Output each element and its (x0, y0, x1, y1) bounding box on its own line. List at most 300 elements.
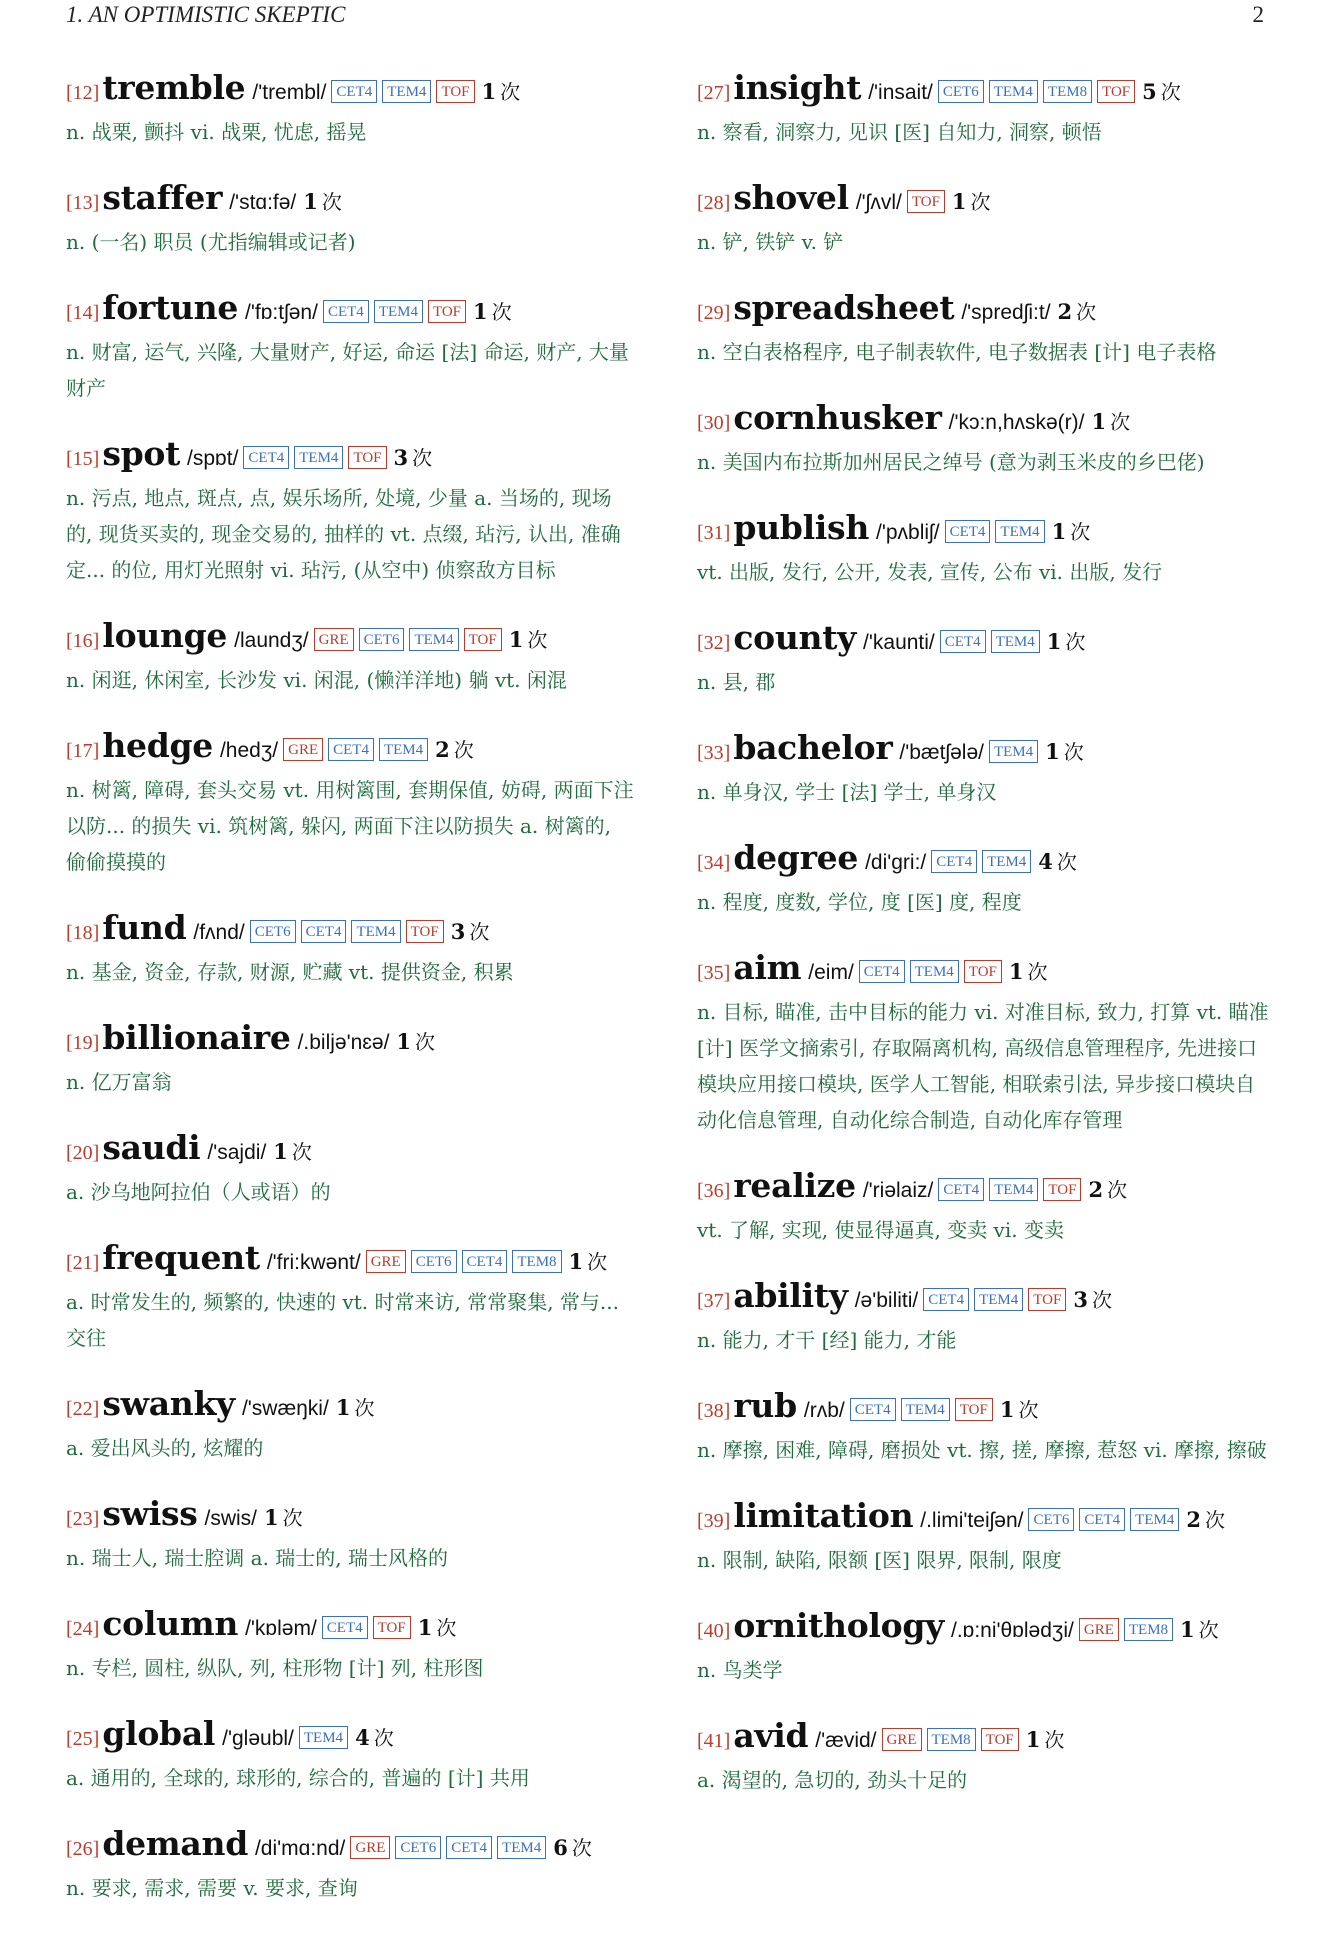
headword: fund (102, 908, 187, 947)
entry-head (697, 1496, 1271, 1542)
vocab-entry (697, 1166, 1271, 1248)
exam-tag-badge: TEM4 (989, 1178, 1038, 1201)
exam-tag-badge: TOF (373, 1616, 411, 1639)
entry-index: [27] (697, 82, 731, 104)
exam-tag-badge: CET4 (940, 630, 986, 653)
frequency-unit: 次 (1204, 1508, 1225, 1532)
entry-head (66, 1494, 634, 1540)
exam-tag-badge: TEM8 (927, 1728, 976, 1751)
entry-head (697, 68, 1271, 114)
vocab-entry (697, 1386, 1271, 1468)
entry-index: [37] (697, 1290, 731, 1312)
vocab-entry (697, 508, 1271, 590)
phonetic: /'sajdi/ (207, 1141, 267, 1164)
headword: hedge (102, 726, 213, 765)
headword: publish (733, 508, 870, 547)
definition: n. 污点, 地点, 斑点, 点, 娱乐场所, 处境, 少量 a. 当场的, 现场的, 现货买卖的, 现金交易的, 抽样的 vt. 点缀, 玷污, 认出, 准确定... 的位, 用灯光照射 vi. 玷污, (从空中) 侦察敌方目标 (66, 486, 621, 582)
exam-tag-badge: GRE (350, 1836, 390, 1859)
phonetic: /'kaunti/ (863, 631, 935, 654)
definition: n. 美国内布拉斯加州居民之绰号 (意为剥玉米皮的乡巴佬) (697, 450, 1205, 474)
frequency-unit: 次 (354, 1396, 375, 1420)
definition: n. 鸟类学 (697, 1658, 783, 1682)
entry-index: [26] (66, 1838, 100, 1860)
phonetic: /swis/ (204, 1507, 258, 1530)
entry-head (66, 1018, 634, 1064)
definition: a. 爱出风头的, 炫耀的 (66, 1436, 264, 1460)
exam-tag-badge: TOF (436, 80, 474, 103)
exam-tag-badge: CET4 (322, 1616, 368, 1639)
entry-index: [29] (697, 302, 731, 324)
headword: rub (733, 1386, 797, 1425)
headword: demand (102, 1824, 248, 1863)
headword: frequent (102, 1238, 260, 1277)
definition: n. 瑞士人, 瑞士腔调 a. 瑞士的, 瑞士风格的 (66, 1546, 449, 1570)
chapter-title: 1. AN OPTIMISTIC SKEPTIC (66, 2, 346, 27)
phonetic: /'bætʃələ/ (899, 741, 984, 764)
frequency-count: 4 (355, 1725, 370, 1750)
exam-tag-badge: TEM4 (989, 80, 1038, 103)
exam-tag-badge: CET6 (1028, 1508, 1074, 1531)
exam-tag-badge: GRE (283, 738, 323, 761)
phonetic: /di'gri:/ (865, 851, 927, 874)
entry-head (697, 1606, 1271, 1652)
entry-head (66, 616, 634, 662)
entry-head (697, 838, 1271, 884)
entry-head (66, 1238, 634, 1284)
definition: n. 能力, 才干 [经] 能力, 才能 (697, 1328, 957, 1352)
entry-index: [20] (66, 1142, 100, 1164)
definition: n. 闲逛, 休闲室, 长沙发 vi. 闲混, (懒洋洋地) 躺 vt. 闲混 (66, 668, 567, 692)
exam-tag-badge: CET4 (945, 520, 991, 543)
entry-index: [41] (697, 1730, 731, 1752)
vocab-entry (66, 288, 634, 406)
entry-index: [39] (697, 1510, 731, 1532)
phonetic: /ə'biliti/ (854, 1289, 919, 1312)
headword: spot (102, 434, 181, 473)
exam-tag-badge: TOF (907, 190, 945, 213)
exam-tag-badge: CET6 (250, 920, 296, 943)
entry-index: [32] (697, 632, 731, 654)
exam-tag-badge: CET4 (328, 738, 374, 761)
entry-index: [18] (66, 922, 100, 944)
phonetic: /'kɒləm/ (245, 1617, 317, 1640)
entry-head (66, 726, 634, 772)
entry-index: [25] (66, 1728, 100, 1750)
frequency-count: 2 (435, 737, 450, 762)
entry-index: [35] (697, 962, 731, 984)
entry-head (697, 618, 1271, 664)
vocab-entry (697, 398, 1271, 480)
exam-tag-badge: CET4 (923, 1288, 969, 1311)
frequency-count: 1 (1091, 409, 1107, 434)
headword: county (733, 618, 857, 657)
headword: swanky (102, 1384, 235, 1423)
frequency-count: 1 (303, 189, 318, 214)
entry-index: [17] (66, 740, 100, 762)
left-column (66, 68, 634, 1934)
frequency-unit: 次 (491, 300, 512, 324)
definition: n. 限制, 缺陷, 限额 [医] 限界, 限制, 限度 (697, 1548, 1062, 1572)
headword: staffer (102, 178, 223, 217)
definition: n. 县, 郡 (697, 670, 776, 694)
exam-tag-badge: CET4 (323, 300, 369, 323)
entry-head (697, 728, 1271, 774)
phonetic: /di'mɑ:nd/ (254, 1837, 346, 1860)
exam-tag-badge: CET6 (411, 1250, 457, 1273)
definition: a. 通用的, 全球的, 球形的, 综合的, 普遍的 [计] 共用 (66, 1766, 530, 1790)
definition: n. 程度, 度数, 学位, 度 [医] 度, 程度 (697, 890, 1022, 914)
entry-index: [28] (697, 192, 731, 214)
frequency-count: 1 (1008, 959, 1024, 984)
definition: n. 空白表格程序, 电子制表软件, 电子数据表 [计] 电子表格 (697, 340, 1217, 364)
frequency-count: 1 (951, 189, 967, 214)
headword: realize (733, 1166, 856, 1205)
headword: cornhusker (733, 398, 942, 437)
exam-tag-badge: TEM4 (299, 1726, 348, 1749)
phonetic: /spɒt/ (187, 447, 239, 470)
exam-tag-badge: CET4 (859, 960, 905, 983)
entry-index: [36] (697, 1180, 731, 1202)
phonetic: /.biljə'nɛə/ (297, 1031, 390, 1054)
entry-index: [19] (66, 1032, 100, 1054)
exam-tag-badge: CET4 (1079, 1508, 1125, 1531)
frequency-count: 1 (481, 79, 497, 104)
entry-index: [31] (697, 522, 731, 544)
vocab-entry (66, 1494, 634, 1576)
frequency-unit: 次 (1091, 1288, 1112, 1312)
vocab-entry (66, 1238, 634, 1356)
exam-tag-badge: TEM4 (374, 300, 423, 323)
exam-tag-badge: TOF (406, 920, 444, 943)
frequency-unit: 次 (1076, 300, 1097, 324)
phonetic: /eim/ (808, 961, 854, 984)
definition: n. 专栏, 圆柱, 纵队, 列, 柱形物 [计] 列, 柱形图 (66, 1656, 484, 1680)
definition: vt. 了解, 实现, 使显得逼真, 变卖 vi. 变卖 (697, 1218, 1064, 1242)
vocab-entry (66, 1384, 634, 1466)
exam-tag-badge: TEM4 (910, 960, 959, 983)
entry-head (66, 178, 634, 224)
phonetic: /'spredʃi:t/ (961, 301, 1051, 324)
exam-tag-badge: CET6 (395, 1836, 441, 1859)
headword: column (102, 1604, 239, 1643)
frequency-count: 1 (1051, 519, 1067, 544)
exam-tag-badge: CET4 (931, 850, 977, 873)
frequency-count: 2 (1088, 1177, 1104, 1202)
frequency-unit: 次 (500, 80, 521, 104)
frequency-count: 1 (1025, 1727, 1041, 1752)
entry-head (66, 68, 634, 114)
frequency-count: 1 (999, 1397, 1015, 1422)
frequency-count: 1 (273, 1139, 288, 1164)
frequency-unit: 次 (412, 446, 433, 470)
exam-tag-badge: CET4 (446, 1836, 492, 1859)
frequency-unit: 次 (1160, 80, 1181, 104)
vocab-entry (66, 1824, 634, 1906)
frequency-count: 1 (264, 1505, 279, 1530)
entry-index: [33] (697, 742, 731, 764)
vocab-entry (697, 178, 1271, 260)
vocab-entry (66, 726, 634, 880)
frequency-unit: 次 (415, 1030, 436, 1054)
frequency-unit: 次 (1018, 1398, 1039, 1422)
entry-head (697, 948, 1271, 994)
exam-tag-badge: CET4 (850, 1398, 896, 1421)
exam-tag-badge: TOF (964, 960, 1002, 983)
frequency-unit: 次 (1065, 630, 1086, 654)
headword: aim (733, 948, 802, 987)
exam-tag-badge: TEM4 (982, 850, 1031, 873)
exam-tag-badge: CET4 (462, 1250, 508, 1273)
headword: fortune (102, 288, 239, 327)
definition: n. 战栗, 颤抖 vi. 战栗, 忧虑, 摇晃 (66, 120, 367, 144)
exam-tag-badge: TEM4 (995, 520, 1044, 543)
exam-tag-badge: TEM8 (512, 1250, 561, 1273)
frequency-count: 2 (1057, 299, 1073, 324)
exam-tag-badge: CET4 (331, 80, 377, 103)
headword: degree (733, 838, 859, 877)
vocab-entry (66, 434, 634, 588)
frequency-unit: 次 (970, 190, 991, 214)
phonetic: /'ʃʌvl/ (855, 191, 902, 214)
frequency-count: 1 (568, 1249, 584, 1274)
frequency-unit: 次 (469, 920, 490, 944)
exam-tag-badge: TOF (981, 1728, 1019, 1751)
entry-head (697, 508, 1271, 554)
exam-tag-badge: TEM8 (1043, 80, 1092, 103)
entry-index: [13] (66, 192, 100, 214)
exam-tag-badge: CET4 (243, 446, 289, 469)
headword: bachelor (733, 728, 893, 767)
exam-tag-badge: TOF (1097, 80, 1135, 103)
phonetic: /'ævid/ (815, 1729, 877, 1752)
entry-head (697, 1166, 1271, 1212)
frequency-unit: 次 (1107, 1178, 1128, 1202)
headword: spreadsheet (733, 288, 955, 327)
exam-tag-badge: TEM4 (497, 1836, 546, 1859)
phonetic: /laundʒ/ (234, 629, 309, 652)
entry-head (697, 1716, 1271, 1762)
phonetic: /'trembl/ (252, 81, 327, 104)
vocab-entry (697, 68, 1271, 150)
frequency-unit: 次 (571, 1836, 592, 1860)
vocab-entry (697, 1716, 1271, 1798)
phonetic: /.limi'teiʃən/ (920, 1509, 1024, 1532)
exam-tag-badge: CET4 (301, 920, 347, 943)
entry-head (697, 178, 1271, 224)
definition: n. 摩擦, 困难, 障碍, 磨损处 vt. 擦, 搓, 摩擦, 惹怒 vi. 摩擦, 擦破 (697, 1438, 1267, 1462)
headword: avid (733, 1716, 809, 1755)
definition: vt. 出版, 发行, 公开, 发表, 宣传, 公布 vi. 出版, 发行 (697, 560, 1163, 584)
headword: shovel (733, 178, 849, 217)
definition: n. (一名) 职员 (尤指编辑或记者) (66, 230, 356, 254)
frequency-unit: 次 (282, 1506, 303, 1530)
vocab-entry (697, 288, 1271, 370)
exam-tag-badge: CET4 (938, 1178, 984, 1201)
entry-head (697, 1276, 1271, 1322)
headword: global (102, 1714, 216, 1753)
vocab-entry (697, 618, 1271, 700)
page-header (66, 0, 1264, 30)
exam-tag-badge: TEM4 (974, 1288, 1023, 1311)
definition: n. 单身汉, 学士 [法] 学士, 单身汉 (697, 780, 997, 804)
frequency-count: 1 (1180, 1617, 1195, 1642)
vocab-entry (66, 616, 634, 698)
frequency-count: 1 (396, 1029, 412, 1054)
frequency-unit: 次 (1198, 1618, 1219, 1642)
entry-index: [12] (66, 82, 100, 104)
exam-tag-badge: GRE (882, 1728, 922, 1751)
headword: lounge (102, 616, 228, 655)
frequency-count: 3 (393, 445, 409, 470)
entry-head (66, 434, 634, 480)
entry-index: [15] (66, 448, 100, 470)
exam-tag-badge: GRE (314, 628, 354, 651)
frequency-unit: 次 (1044, 1728, 1065, 1752)
exam-tag-badge: TEM4 (379, 738, 428, 761)
frequency-count: 1 (417, 1615, 433, 1640)
entry-head (697, 288, 1271, 334)
exam-tag-badge: TEM4 (351, 920, 400, 943)
vocab-entry (697, 1496, 1271, 1578)
exam-tag-badge: TOF (428, 300, 466, 323)
frequency-count: 2 (1186, 1507, 1201, 1532)
headword: ability (733, 1276, 848, 1315)
exam-tag-badge: TOF (348, 446, 386, 469)
definition: n. 亿万富翁 (66, 1070, 172, 1094)
definition: n. 铲, 铁铲 v. 铲 (697, 230, 844, 254)
exam-tag-badge: TEM4 (382, 80, 431, 103)
exam-tag-badge: TEM4 (989, 740, 1038, 763)
page-number: 2 (1252, 2, 1264, 27)
entry-index: [14] (66, 302, 100, 324)
phonetic: /fʌnd/ (193, 921, 245, 944)
entry-index: [38] (697, 1400, 731, 1422)
phonetic: /'kɔ:n,hʌskə(r)/ (948, 411, 1085, 434)
frequency-unit: 次 (1070, 520, 1091, 544)
vocab-entry (66, 1604, 634, 1686)
frequency-count: 1 (508, 627, 524, 652)
entry-index: [40] (697, 1620, 731, 1642)
frequency-unit: 次 (1110, 410, 1131, 434)
headword: limitation (733, 1496, 914, 1535)
headword: ornithology (733, 1606, 944, 1645)
frequency-unit: 次 (1027, 960, 1048, 984)
entry-index: [24] (66, 1618, 100, 1640)
phonetic: /.ɒ:ni'θɒlədʒi/ (951, 1619, 1074, 1642)
entry-index: [23] (66, 1508, 100, 1530)
frequency-unit: 次 (321, 190, 342, 214)
exam-tag-badge: TEM4 (294, 446, 343, 469)
vocab-entry (66, 68, 634, 150)
definition: a. 时常发生的, 频繁的, 快速的 vt. 时常来访, 常常聚集, 常与... 交往 (66, 1290, 619, 1350)
headword: billionaire (102, 1018, 291, 1057)
exam-tag-badge: CET6 (359, 628, 405, 651)
entry-head (66, 1384, 634, 1430)
phonetic: /'fri:kwənt/ (266, 1251, 361, 1274)
entry-head (66, 1128, 634, 1174)
phonetic: /'insait/ (868, 81, 933, 104)
frequency-unit: 次 (436, 1616, 457, 1640)
vocab-entry (66, 1128, 634, 1210)
exam-tag-badge: GRE (366, 1250, 406, 1273)
phonetic: /'fɒ:tʃən/ (245, 301, 318, 324)
entry-index: [21] (66, 1252, 100, 1274)
phonetic: /'gləubl/ (222, 1727, 294, 1750)
vocab-entry (66, 1018, 634, 1100)
entry-index: [16] (66, 630, 100, 652)
exam-tag-badge: TEM4 (1130, 1508, 1179, 1531)
right-column (697, 68, 1271, 1826)
vocab-entry (697, 1276, 1271, 1358)
frequency-count: 4 (1038, 849, 1053, 874)
frequency-count: 6 (553, 1835, 568, 1860)
exam-tag-badge: TOF (464, 628, 502, 651)
frequency-count: 3 (1073, 1287, 1088, 1312)
entry-index: [22] (66, 1398, 100, 1420)
exam-tag-badge: TEM8 (1124, 1618, 1173, 1641)
frequency-count: 1 (1045, 739, 1060, 764)
frequency-unit: 次 (453, 738, 474, 762)
vocab-entry (697, 838, 1271, 920)
definition: n. 目标, 瞄准, 击中目标的能力 vi. 对准目标, 致力, 打算 vt. 瞄准 [计] 医学文摘索引, 存取隔离机构, 高级信息管理程序, 先进接口模块应用接口模块, 医学人工智能, 相联索引法, 异步接口模块自动化信息管理, 自动化综合制造, 自动化库存管理 (697, 1000, 1269, 1132)
frequency-unit: 次 (1056, 850, 1077, 874)
frequency-unit: 次 (587, 1250, 608, 1274)
entry-head (66, 908, 634, 954)
definition: a. 渴望的, 急切的, 劲头十足的 (697, 1768, 968, 1792)
headword: saudi (102, 1128, 201, 1167)
entry-head (697, 1386, 1271, 1432)
phonetic: /'pʌbliʃ/ (876, 521, 940, 544)
entry-index: [30] (697, 412, 731, 434)
entry-head (66, 1714, 634, 1760)
definition: a. 沙乌地阿拉伯（人或语）的 (66, 1180, 331, 1204)
frequency-count: 5 (1142, 79, 1157, 104)
vocab-entry (66, 908, 634, 990)
definition: n. 财富, 运气, 兴隆, 大量财产, 好运, 命运 [法] 命运, 财产, 大量财产 (66, 340, 629, 400)
phonetic: /'riəlaiz/ (862, 1179, 934, 1202)
entry-index: [34] (697, 852, 731, 874)
phonetic: /'stɑ:fə/ (229, 191, 297, 214)
exam-tag-badge: TOF (1043, 1178, 1081, 1201)
vocab-entry (697, 728, 1271, 810)
vocab-entry (697, 948, 1271, 1138)
frequency-count: 1 (335, 1395, 351, 1420)
frequency-count: 1 (1046, 629, 1062, 654)
frequency-count: 1 (473, 299, 488, 324)
headword: insight (733, 68, 862, 107)
definition: n. 察看, 洞察力, 见识 [医] 自知力, 洞察, 顿悟 (697, 120, 1102, 144)
entry-head (697, 398, 1271, 444)
phonetic: /'swæŋki/ (241, 1397, 329, 1420)
definition: n. 树篱, 障碍, 套头交易 vt. 用树篱围, 套期保值, 妨碍, 两面下注以防... 的损失 vi. 筑树篱, 躲闪, 两面下注以防损失 a. 树篱的, 偷偷摸摸的 (66, 778, 634, 874)
exam-tag-badge: TOF (955, 1398, 993, 1421)
exam-tag-badge: TOF (1028, 1288, 1066, 1311)
headword: tremble (102, 68, 246, 107)
frequency-unit: 次 (291, 1140, 312, 1164)
definition: n. 要求, 需求, 需要 v. 要求, 查询 (66, 1876, 358, 1900)
frequency-unit: 次 (373, 1726, 394, 1750)
definition: n. 基金, 资金, 存款, 财源, 贮藏 vt. 提供资金, 积累 (66, 960, 514, 984)
phonetic: /rʌb/ (803, 1399, 845, 1422)
vocab-entry (697, 1606, 1271, 1688)
entry-head (66, 288, 634, 334)
frequency-unit: 次 (527, 628, 548, 652)
phonetic: /hedʒ/ (219, 739, 279, 762)
entry-head (66, 1604, 634, 1650)
exam-tag-badge: TEM4 (409, 628, 458, 651)
exam-tag-badge: CET6 (938, 80, 984, 103)
headword: swiss (102, 1494, 198, 1533)
